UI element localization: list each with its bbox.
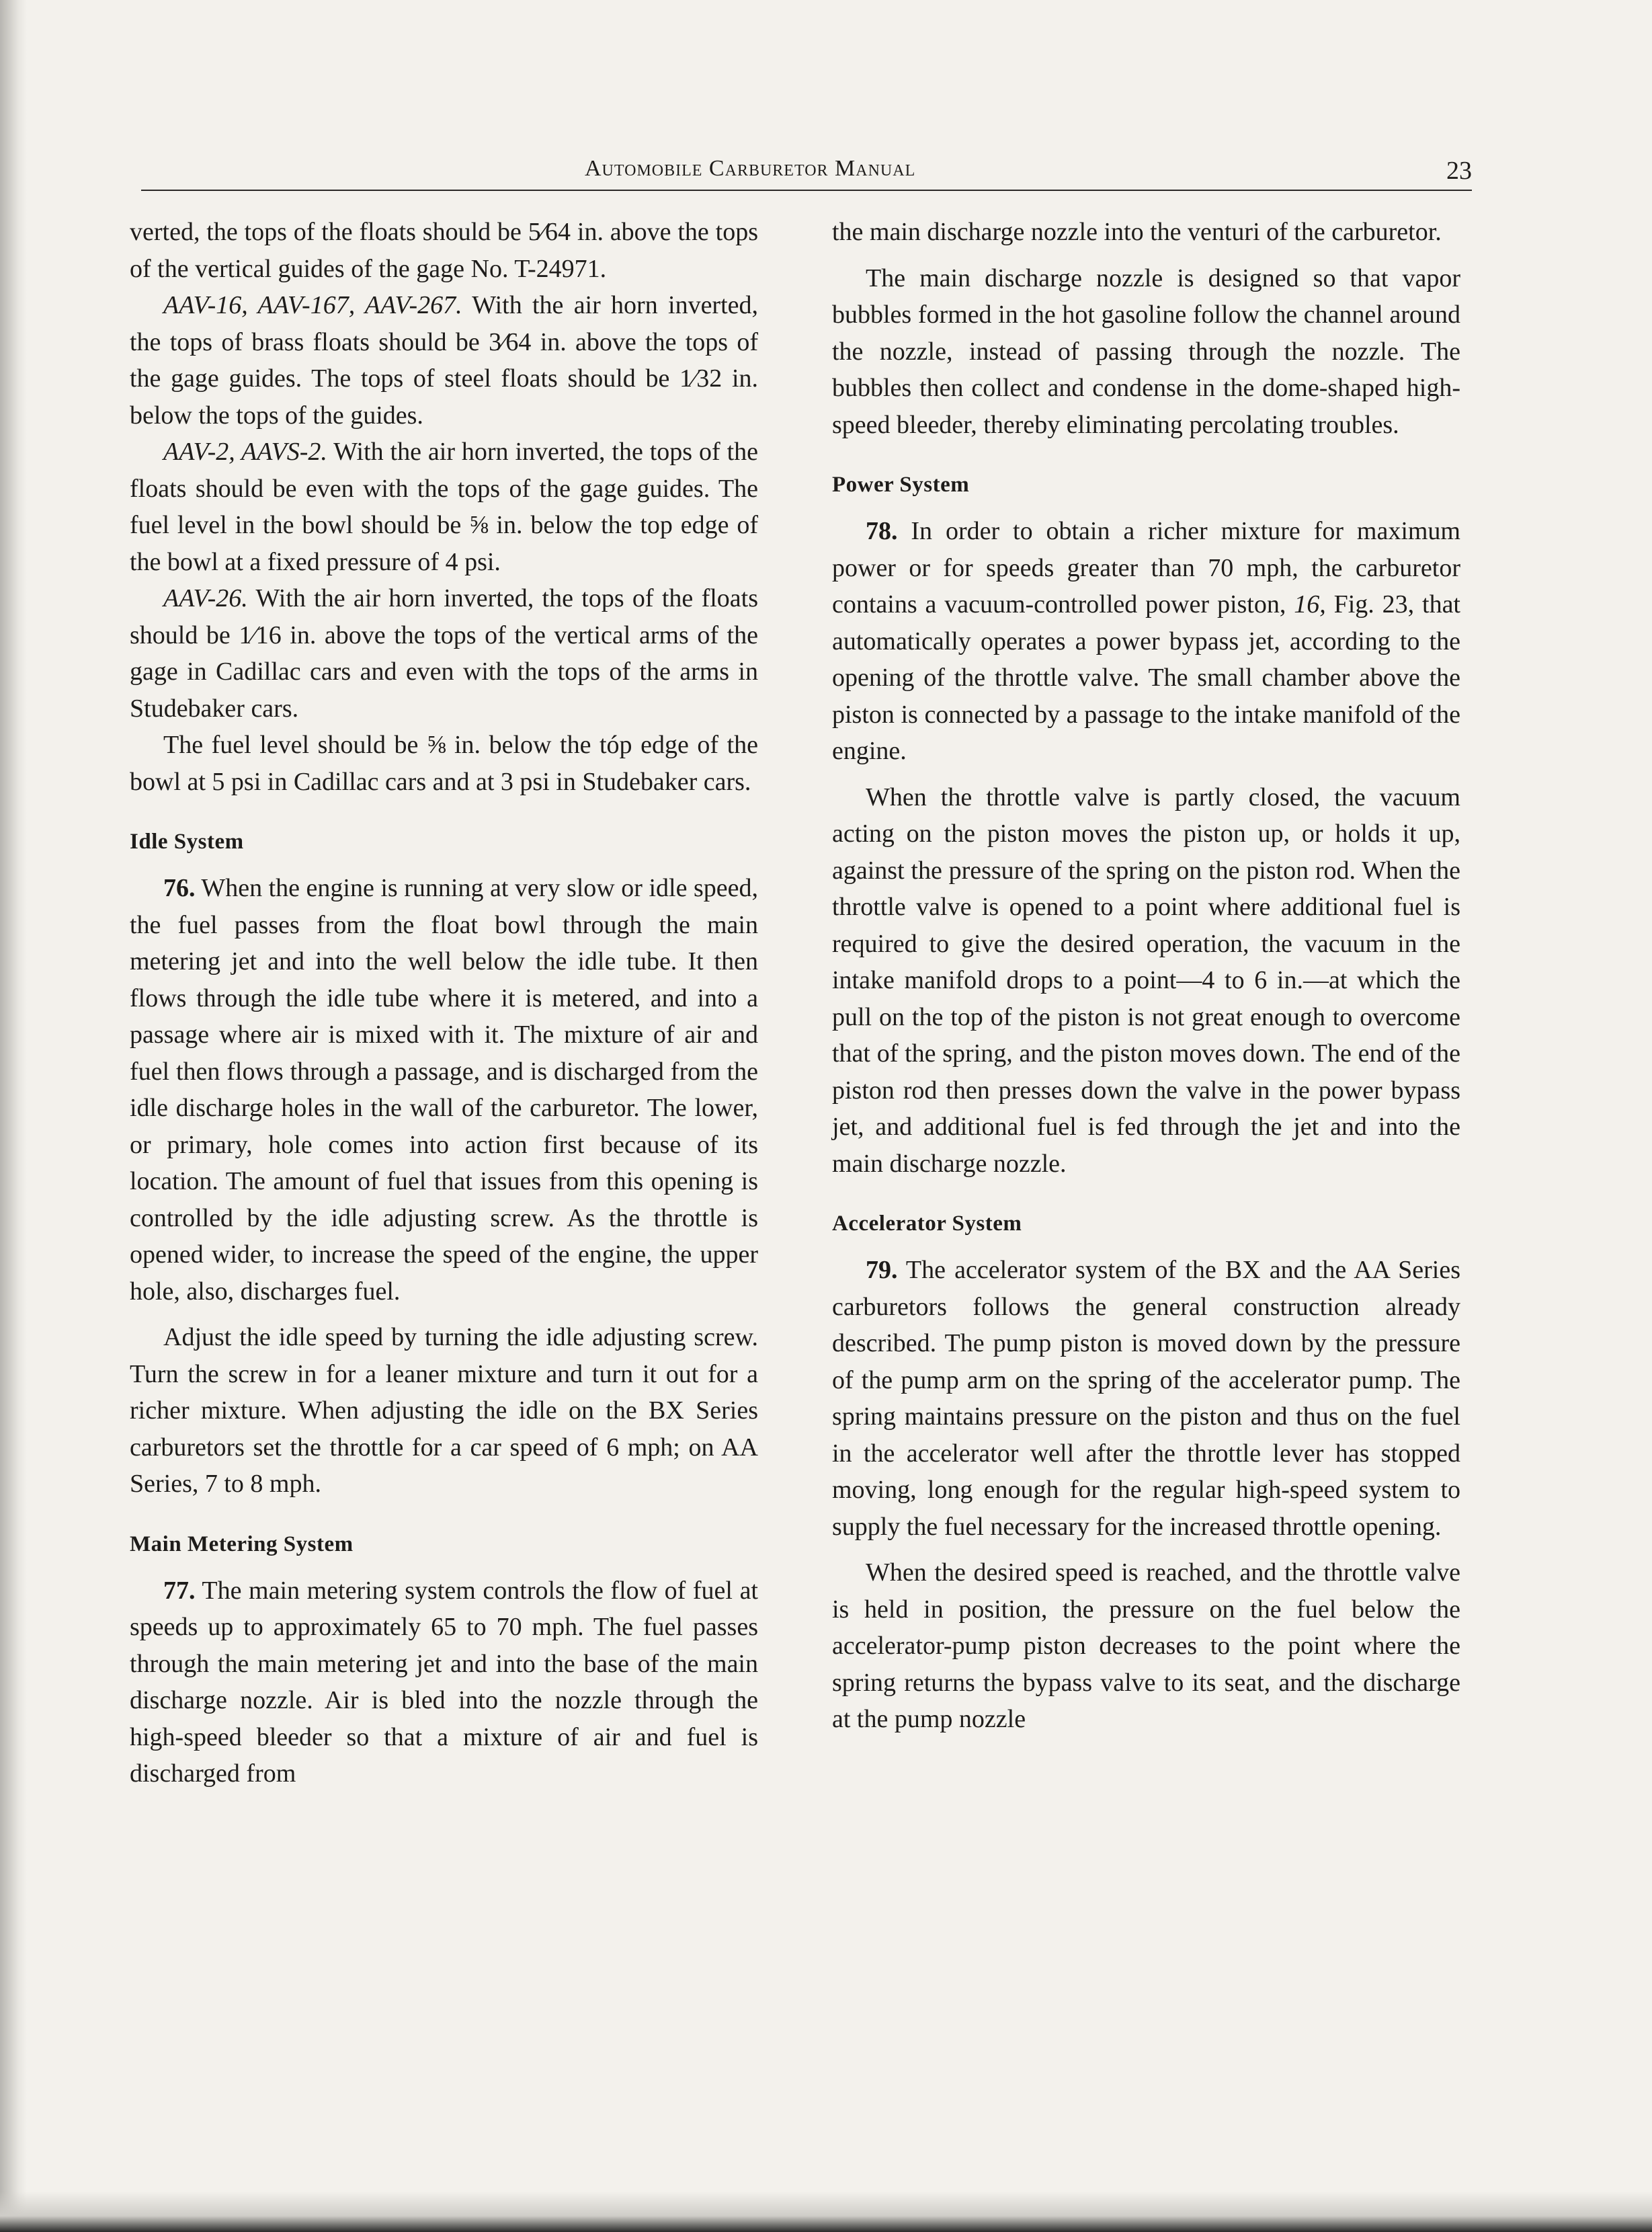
model-label: AAV-26. bbox=[163, 584, 248, 612]
paragraph-text: With the air horn inverted, the tops of the floats should be 1⁄16 in. above the tops of the vertical arms of the gage in Cadillac cars and even with the tops of the arms in Studebaker cars. bbox=[130, 584, 758, 723]
paragraph bbox=[130, 434, 758, 580]
paragraph bbox=[832, 513, 1460, 770]
section-heading-main-metering: Main Metering System bbox=[130, 1531, 354, 1556]
paragraph: The fuel level should be ⅝ in. below the tóp edge of the bowl at 5 psi in Cadillac cars and at 3 psi in Studebaker cars. bbox=[130, 731, 758, 796]
page-number: 23 bbox=[1446, 157, 1472, 185]
section-heading-accelerator: Accelerator System bbox=[832, 1211, 1022, 1236]
paragraph-text: With the air horn inverted, the tops of the floats should be even with the tops of the gage guides. The fuel level in the bowl should be ⅝ in. below the top edge of the bowl at a fixed pressure of 4 psi. bbox=[130, 438, 758, 576]
paragraph bbox=[832, 1252, 1460, 1545]
paragraph-text: When the engine is running at very slow or idle speed, the fuel passes from the float bowl through the main metering jet and into the well below the idle tube. It then flows through the idle tube where it is metered, and into a passage where air is mixed with it. The mixture of air and fuel then flows through a passage, and is discharged from the idle discharge holes in the wall of the carburetor. The lower, or primary, hole comes into action first because of its location. The amount of fuel that issues from this opening is controlled by the idle adjusting screw. As the throttle is opened wider, to increase the speed of the engine, the upper hole, also, discharges fuel. bbox=[130, 874, 758, 1306]
paragraph bbox=[130, 287, 758, 434]
paragraph-text: In order to obtain a richer mixture for maximum power or for speeds greater than 70 mph, the carburetor contains a vacuum-controlled power piston, bbox=[832, 517, 1460, 619]
paragraph: When the throttle valve is partly closed, the vacuum acting on the piston moves the piston up, or holds it up, against the pressure of the spring on the piston rod. When the throttle valve is opened to a point where additional fuel is required to give the desired operation, the vacuum in the intake manifold drops to a point—4 to 6 in.—at which the pull on the top of the piston is not great enough to overcome that of the spring, and the piston moves down. The end of the piston rod then presses down the valve in the power bypass jet, and additional fuel is fed through the jet and into the main discharge nozzle. bbox=[832, 783, 1460, 1178]
paragraph-number: 78. bbox=[866, 517, 898, 545]
paragraph-text: The main metering system controls the flow of fuel at speeds up to approximately 65 to 70 mph. The fuel passes through the main metering jet and into the base of the main discharge nozzle. Air is bled into the nozzle through the high-speed bleeder so that a mixture of air and fuel is discharged from bbox=[130, 1576, 758, 1788]
paragraph-text: With the air horn inverted, the tops of brass floats should be 3⁄64 in. above the tops of the gage guides. The tops of steel floats should be 1⁄32 in. below the tops of the guides. bbox=[130, 291, 759, 430]
paragraph: When the desired speed is reached, and the throttle valve is held in position, the pressure on the fuel below the accelerator-pump piston decreases to the point where the spring returns the bypass valve to its seat, and the discharge at the pump nozzle bbox=[832, 1558, 1460, 1733]
paragraph-number: 76. bbox=[163, 874, 196, 902]
header-rule bbox=[141, 190, 1472, 191]
page-edge-shadow bbox=[0, 0, 27, 2232]
paragraph: the main discharge nozzle into the venturi of the carburetor. bbox=[832, 218, 1442, 246]
paragraph bbox=[130, 1572, 758, 1792]
model-label: AAV-16, AAV-167, AAV-267. bbox=[163, 291, 462, 319]
running-title: Automobile Carburetor Manual bbox=[585, 156, 916, 181]
paragraph-number: 77. bbox=[163, 1576, 196, 1605]
left-column bbox=[130, 214, 758, 1792]
paragraph: The main discharge nozzle is designed so that vapor bubbles formed in the hot gasoline follow the channel around the nozzle, instead of passing through the nozzle. The bubbles then collect and condense in the dome-shaped high-speed bleeder, thereby eliminating percolating troubles. bbox=[832, 264, 1460, 439]
section-heading-power: Power System bbox=[832, 473, 970, 497]
model-label: AAV-2, AAVS-2. bbox=[163, 438, 327, 466]
running-header bbox=[141, 156, 1472, 190]
right-column bbox=[832, 214, 1460, 1738]
paragraph bbox=[130, 580, 758, 727]
paragraph-text: Fig. 23, that automatically operates a power bypass jet, according to the opening of the throttle valve. The small chamber above the piston is connected by a passage to the intake manifold of the engine. bbox=[832, 590, 1460, 765]
paragraph bbox=[130, 870, 758, 1310]
figure-reference: 16, bbox=[1294, 590, 1326, 619]
page-bottom-edge bbox=[0, 2192, 1652, 2232]
paragraph: verted, the tops of the floats should be 5⁄64 in. above the tops of the vertical guides of the gage No. T-24971. bbox=[130, 218, 758, 283]
paragraph-text: The accelerator system of the BX and the AA Series carburetors follows the general construction already described. The pump piston is moved down by the pressure of the pump arm on the spring of the accelerator pump. The spring maintains pressure on the piston and thus on the fuel in the accelerator well after the throttle lever has stopped moving, long enough for the regular high-speed system to supply the fuel necessary for the increased throttle opening. bbox=[832, 1256, 1460, 1541]
paragraph: Adjust the idle speed by turning the idle adjusting screw. Turn the screw in for a leaner mixture and turn it out for a richer mixture. When adjusting the idle on the BX Series carburetors set the throttle for a car speed of 6 mph; on AA Series, 7 to 8 mph. bbox=[130, 1323, 758, 1498]
paragraph-number: 79. bbox=[866, 1256, 898, 1284]
section-heading-idle: Idle System bbox=[130, 830, 244, 854]
